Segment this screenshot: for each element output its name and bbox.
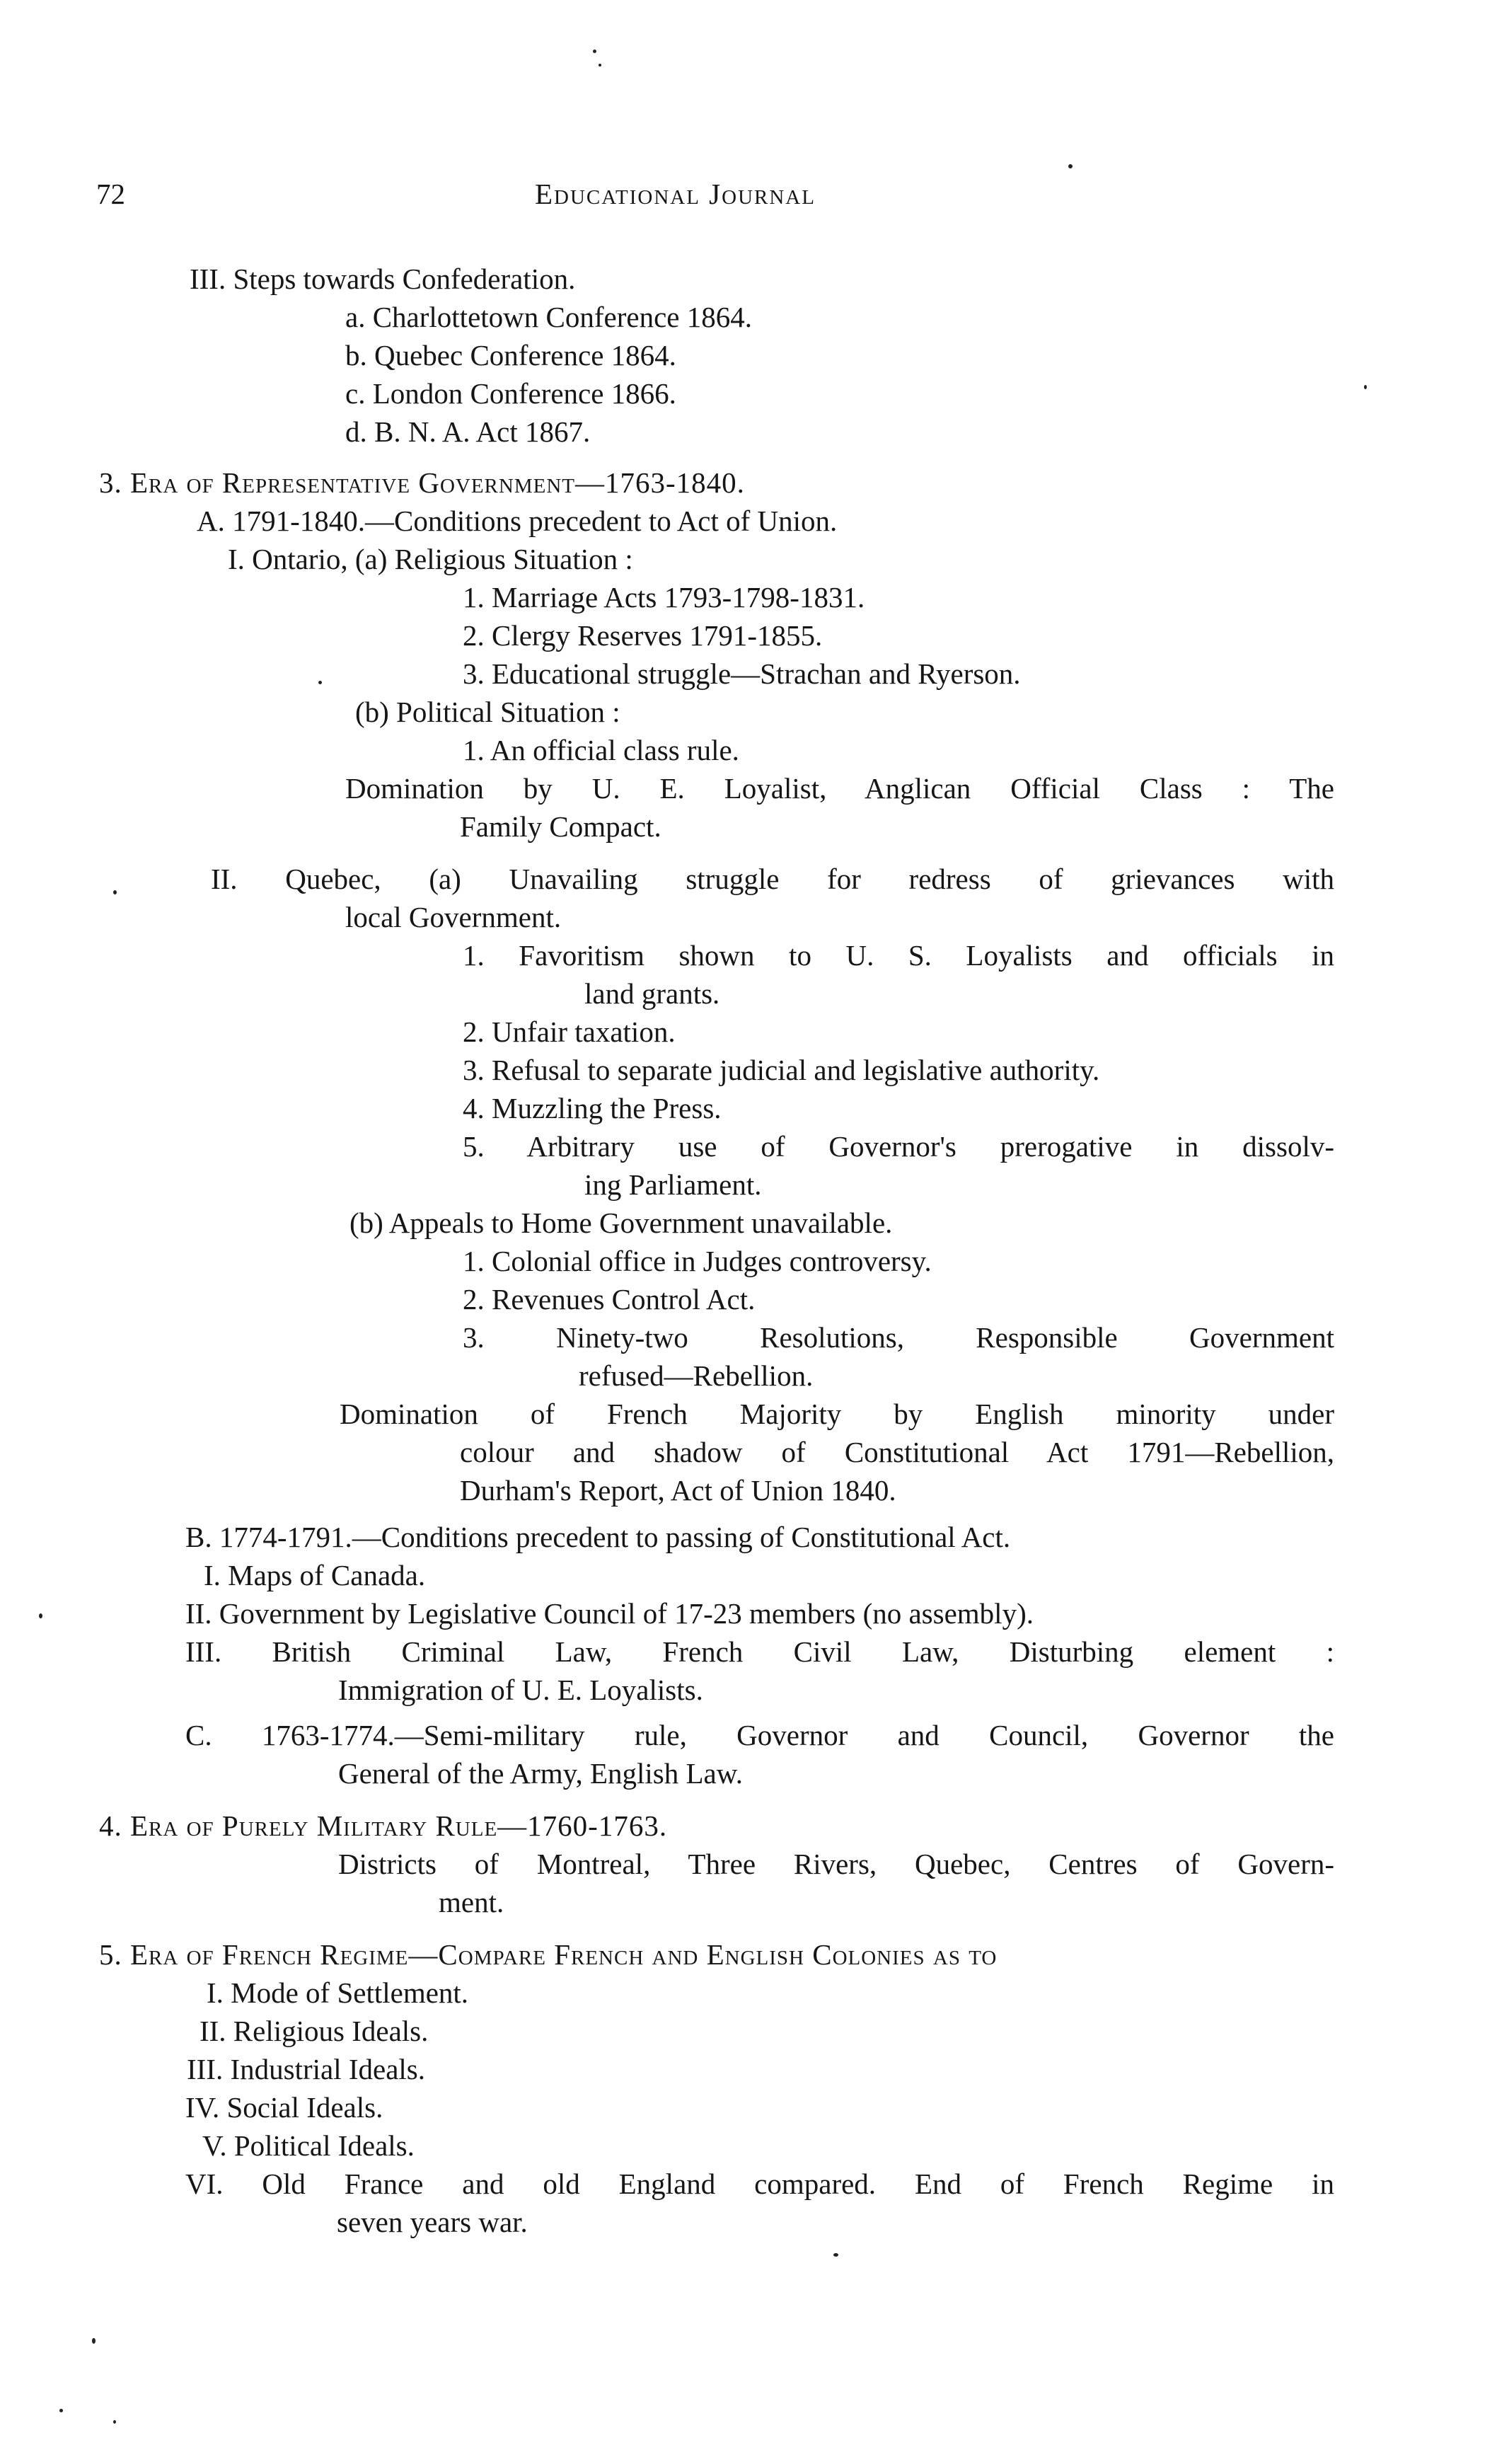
outline-line: II. Government by Legislative Council of 17-23 members (no assembly). xyxy=(185,1597,1034,1630)
outline-line: 1. Marriage Acts 1793-1798-1831. xyxy=(463,581,865,614)
section-heading: 4. Era of Purely Military Rule—1760-1763. xyxy=(99,1809,668,1842)
page-header xyxy=(96,177,1341,219)
outline-line: (b) Political Situation : xyxy=(355,696,620,728)
scan-speck xyxy=(59,2409,63,2412)
outline-line: 2. Revenues Control Act. xyxy=(463,1283,756,1316)
outline-line: a. Charlottetown Conference 1864. xyxy=(345,301,752,333)
scan-speck xyxy=(39,1613,42,1618)
scan-speck xyxy=(92,2338,96,2344)
scan-speck xyxy=(1068,164,1073,168)
outline-line: ment. xyxy=(439,1886,504,1918)
page-number: 72 xyxy=(96,178,125,210)
outline-line: 3. Refusal to separate judicial and legislative authority. xyxy=(463,1054,1100,1086)
scan-speck xyxy=(1364,385,1367,389)
outline-line: Immigration of U. E. Loyalists. xyxy=(338,1674,703,1706)
section-heading: 3. Era of Representative Government—1763-1840. xyxy=(99,466,745,499)
outline-line: III. Steps towards Confederation. xyxy=(190,263,576,295)
outline-line: 2. Clergy Reserves 1791-1855. xyxy=(463,619,823,652)
outline-line: C. 1763-1774.—Semi-military rule, Governor and Council, Governor the xyxy=(185,1719,1334,1751)
outline-line: IV. Social Ideals. xyxy=(185,2091,383,2124)
scan-speck xyxy=(833,2253,838,2257)
outline-line: colour and shadow of Constitutional Act 1791—Rebellion, xyxy=(460,1436,1334,1468)
outline-line: III. British Criminal Law, French Civil Law, Disturbing element : xyxy=(185,1635,1334,1668)
outline-line: Durham's Report, Act of Union 1840. xyxy=(460,1474,896,1507)
outline-line: I. Mode of Settlement. xyxy=(207,1976,469,2009)
outline-line: I. Ontario, (a) Religious Situation : xyxy=(228,543,633,575)
outline-line: A. 1791-1840.—Conditions precedent to Act of Union. xyxy=(197,505,838,537)
outline-line: V. Political Ideals. xyxy=(202,2129,415,2162)
outline-line: 1. Favoritism shown to U. S. Loyalists and officials in xyxy=(463,939,1334,972)
outline-line: II. Quebec, (a) Unavailing struggle for redress of grievances with xyxy=(211,863,1334,895)
scan-speck xyxy=(113,2420,116,2424)
outline-line: ing Parliament. xyxy=(584,1168,762,1201)
outline-line: refused—Rebellion. xyxy=(579,1359,814,1392)
outline-line: Domination by U. E. Loyalist, Anglican Official Class : The xyxy=(345,772,1334,805)
outline-line: B. 1774-1791.—Conditions precedent to passing of Constitutional Act. xyxy=(185,1521,1011,1553)
scan-speck xyxy=(318,681,322,684)
scan-speck xyxy=(113,890,117,894)
outline-line: seven years war. xyxy=(337,2206,528,2238)
outline-line: c. London Conference 1866. xyxy=(345,377,676,410)
outline-line: 3. Ninety-two Resolutions, Responsible Government xyxy=(463,1321,1334,1354)
outline-line: Family Compact. xyxy=(460,810,661,843)
outline-line: (b) Appeals to Home Government unavailable. xyxy=(349,1207,893,1239)
scan-speck xyxy=(593,50,596,53)
outline-line: 4. Muzzling the Press. xyxy=(463,1092,722,1124)
outline-line: III. Industrial Ideals. xyxy=(187,2053,425,2085)
outline-line: d. B. N. A. Act 1867. xyxy=(345,415,591,448)
outline-line: 1. Colonial office in Judges controversy. xyxy=(463,1245,932,1277)
section-heading: 5. Era of French Regime—Compare French and English Colonies as to xyxy=(99,1938,998,1971)
outline-line: Domination of French Majority by English minority under xyxy=(340,1398,1334,1430)
outline-line: II. Religious Ideals. xyxy=(200,2015,429,2047)
outline-line: b. Quebec Conference 1864. xyxy=(345,339,676,372)
outline-line: VI. Old France and old England compared. End of French Regime in xyxy=(185,2167,1334,2200)
scan-speck xyxy=(599,64,601,67)
outline-line: 1. An official class rule. xyxy=(463,734,739,766)
running-title: Educational Journal xyxy=(535,178,816,210)
outline-line: 5. Arbitrary use of Governor's prerogative in dissolv- xyxy=(463,1130,1334,1163)
outline-line: 3. Educational struggle—Strachan and Ryerson. xyxy=(463,657,1021,690)
outline-line: Districts of Montreal, Three Rivers, Quebec, Centres of Govern- xyxy=(338,1848,1334,1880)
outline-line: 2. Unfair taxation. xyxy=(463,1015,676,1048)
outline-line: local Government. xyxy=(345,901,562,933)
outline-line: I. Maps of Canada. xyxy=(204,1559,426,1591)
outline-line: General of the Army, English Law. xyxy=(338,1757,743,1790)
outline-line: land grants. xyxy=(584,977,720,1010)
